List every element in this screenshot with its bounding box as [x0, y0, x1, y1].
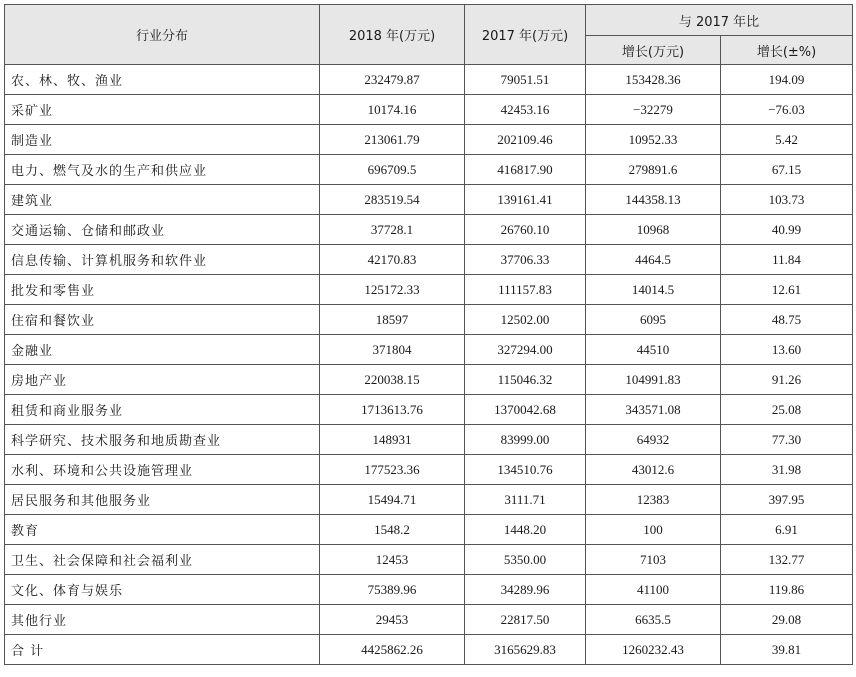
table-row [5, 95, 853, 125]
row-growth-amount: 153428.36 [586, 65, 721, 95]
row-value-2018: 75389.96 [320, 575, 465, 605]
table-row [5, 125, 853, 155]
row-value-2018: 125172.33 [320, 275, 465, 305]
row-growth-percent: 397.95 [721, 485, 853, 515]
row-growth-amount: 1260232.43 [586, 635, 721, 665]
table-row [5, 635, 853, 665]
row-value-2017: 1370042.68 [465, 395, 586, 425]
row-growth-percent: 12.61 [721, 275, 853, 305]
row-value-2017: 115046.32 [465, 365, 586, 395]
row-value-2018: 1713613.76 [320, 395, 465, 425]
row-value-2017: 83999.00 [465, 425, 586, 455]
row-growth-percent: −76.03 [721, 95, 853, 125]
row-value-2017: 34289.96 [465, 575, 586, 605]
row-industry-name: 卫生、社会保障和社会福利业 [5, 545, 320, 575]
row-growth-percent: 5.42 [721, 125, 853, 155]
row-growth-percent: 11.84 [721, 245, 853, 275]
table-row [5, 455, 853, 485]
row-growth-percent: 194.09 [721, 65, 853, 95]
row-value-2017: 42453.16 [465, 95, 586, 125]
row-value-2017: 139161.41 [465, 185, 586, 215]
header-2017: 2017 年(万元) [465, 5, 586, 65]
row-growth-percent: 77.30 [721, 425, 853, 455]
row-industry-name: 制造业 [5, 125, 320, 155]
table-row [5, 545, 853, 575]
table-row [5, 605, 853, 635]
table-row [5, 305, 853, 335]
row-industry-name: 建筑业 [5, 185, 320, 215]
row-value-2017: 37706.33 [465, 245, 586, 275]
row-growth-amount: 100 [586, 515, 721, 545]
table-row [5, 275, 853, 305]
row-industry-name: 批发和零售业 [5, 275, 320, 305]
row-growth-amount: 104991.83 [586, 365, 721, 395]
table-row [5, 245, 853, 275]
row-value-2017: 202109.46 [465, 125, 586, 155]
row-industry-name: 信息传输、计算机服务和软件业 [5, 245, 320, 275]
row-value-2017: 1448.20 [465, 515, 586, 545]
row-growth-percent: 31.98 [721, 455, 853, 485]
row-growth-amount: 4464.5 [586, 245, 721, 275]
row-value-2017: 5350.00 [465, 545, 586, 575]
row-growth-amount: −32279 [586, 95, 721, 125]
industry-table-container [4, 4, 852, 665]
row-growth-percent: 6.91 [721, 515, 853, 545]
row-value-2018: 42170.83 [320, 245, 465, 275]
table-row [5, 485, 853, 515]
row-growth-percent: 40.99 [721, 215, 853, 245]
row-value-2018: 283519.54 [320, 185, 465, 215]
row-industry-name: 房地产业 [5, 365, 320, 395]
row-growth-amount: 10952.33 [586, 125, 721, 155]
row-growth-percent: 91.26 [721, 365, 853, 395]
table-row [5, 155, 853, 185]
row-value-2017: 12502.00 [465, 305, 586, 335]
header-compare-2017: 与 2017 年比 [586, 5, 853, 36]
row-value-2018: 15494.71 [320, 485, 465, 515]
table-row [5, 335, 853, 365]
table-header [5, 5, 853, 65]
row-growth-amount: 6635.5 [586, 605, 721, 635]
row-industry-name: 文化、体育与娱乐 [5, 575, 320, 605]
row-value-2017: 3165629.83 [465, 635, 586, 665]
row-value-2018: 37728.1 [320, 215, 465, 245]
table-row [5, 515, 853, 545]
row-value-2018: 10174.16 [320, 95, 465, 125]
row-value-2017: 22817.50 [465, 605, 586, 635]
row-value-2018: 1548.2 [320, 515, 465, 545]
row-value-2017: 327294.00 [465, 335, 586, 365]
row-value-2018: 220038.15 [320, 365, 465, 395]
row-industry-name: 教育 [5, 515, 320, 545]
row-value-2018: 12453 [320, 545, 465, 575]
row-industry-name: 住宿和餐饮业 [5, 305, 320, 335]
row-industry-name: 其他行业 [5, 605, 320, 635]
row-industry-name: 水利、环境和公共设施管理业 [5, 455, 320, 485]
row-growth-amount: 12383 [586, 485, 721, 515]
row-growth-percent: 13.60 [721, 335, 853, 365]
row-growth-amount: 343571.08 [586, 395, 721, 425]
row-industry-name: 交通运输、仓储和邮政业 [5, 215, 320, 245]
row-value-2018: 4425862.26 [320, 635, 465, 665]
row-growth-percent: 67.15 [721, 155, 853, 185]
row-growth-percent: 48.75 [721, 305, 853, 335]
row-value-2018: 696709.5 [320, 155, 465, 185]
row-growth-percent: 132.77 [721, 545, 853, 575]
header-industry: 行业分布 [5, 5, 320, 65]
row-industry-name: 居民服务和其他服务业 [5, 485, 320, 515]
row-growth-amount: 144358.13 [586, 185, 721, 215]
row-growth-percent: 25.08 [721, 395, 853, 425]
row-growth-amount: 7103 [586, 545, 721, 575]
table-row [5, 395, 853, 425]
row-value-2017: 134510.76 [465, 455, 586, 485]
row-growth-amount: 6095 [586, 305, 721, 335]
header-growth-amount: 增长(万元) [586, 36, 721, 65]
row-value-2018: 371804 [320, 335, 465, 365]
row-growth-amount: 64932 [586, 425, 721, 455]
row-industry-name: 采矿业 [5, 95, 320, 125]
row-value-2018: 232479.87 [320, 65, 465, 95]
row-growth-amount: 279891.6 [586, 155, 721, 185]
row-growth-amount: 44510 [586, 335, 721, 365]
row-growth-amount: 43012.6 [586, 455, 721, 485]
row-growth-amount: 10968 [586, 215, 721, 245]
row-value-2017: 416817.90 [465, 155, 586, 185]
row-industry-name: 合 计 [5, 635, 320, 665]
row-value-2018: 148931 [320, 425, 465, 455]
row-growth-percent: 103.73 [721, 185, 853, 215]
row-value-2018: 177523.36 [320, 455, 465, 485]
table-row [5, 575, 853, 605]
row-value-2017: 111157.83 [465, 275, 586, 305]
row-industry-name: 科学研究、技术服务和地质勘查业 [5, 425, 320, 455]
header-2018: 2018 年(万元) [320, 5, 465, 65]
row-industry-name: 电力、燃气及水的生产和供应业 [5, 155, 320, 185]
row-value-2018: 18597 [320, 305, 465, 335]
header-growth-percent: 增长(±%) [721, 36, 853, 65]
row-industry-name: 农、林、牧、渔业 [5, 65, 320, 95]
row-industry-name: 金融业 [5, 335, 320, 365]
table-row [5, 425, 853, 455]
row-value-2017: 79051.51 [465, 65, 586, 95]
row-value-2018: 213061.79 [320, 125, 465, 155]
row-growth-amount: 41100 [586, 575, 721, 605]
row-growth-percent: 29.08 [721, 605, 853, 635]
table-row [5, 365, 853, 395]
row-growth-percent: 119.86 [721, 575, 853, 605]
row-value-2017: 3111.71 [465, 485, 586, 515]
table-row [5, 65, 853, 95]
row-value-2017: 26760.10 [465, 215, 586, 245]
table-row [5, 215, 853, 245]
row-growth-percent: 39.81 [721, 635, 853, 665]
row-growth-amount: 14014.5 [586, 275, 721, 305]
row-value-2018: 29453 [320, 605, 465, 635]
row-industry-name: 租赁和商业服务业 [5, 395, 320, 425]
industry-investment-table [4, 4, 853, 665]
table-row [5, 185, 853, 215]
table-body [5, 65, 853, 665]
